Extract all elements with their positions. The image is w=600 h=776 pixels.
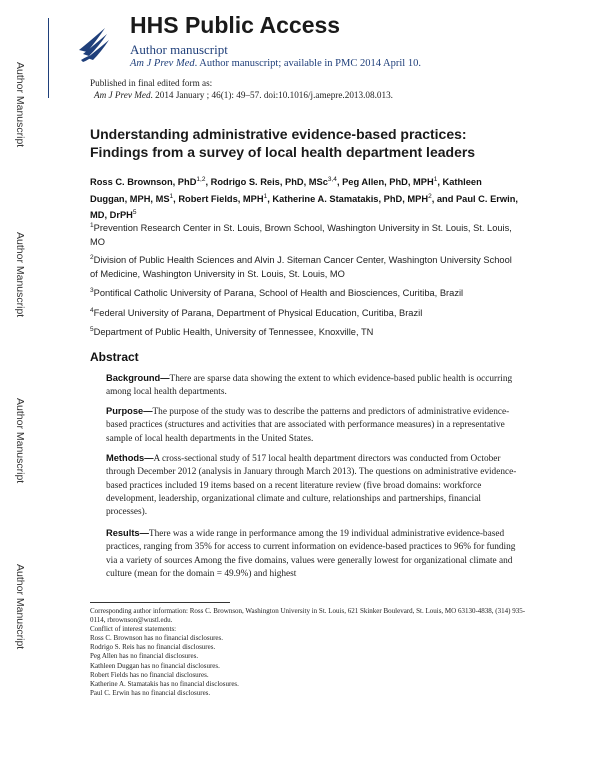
author-affiliation-sup: 2 (428, 192, 432, 200)
abstract-purpose (106, 405, 520, 446)
abstract-section-label: Methods— (106, 453, 154, 463)
footnotes (90, 607, 530, 698)
author-affiliation-sup: 1 (433, 176, 438, 183)
sidebar-label: Author Manuscript (14, 62, 26, 148)
footnote-rule (90, 602, 230, 603)
affiliation (90, 284, 520, 301)
header-title: HHS Public Access (130, 12, 341, 38)
abstract-section-text: There was a wide range in performance among the 19 individual administrative evidence-based practices, ranging from 35% for access to current information on evidence-based practices to 96% for funding via a variety of sources Among the five domains, values were generally lowest for organizational climate and culture (mean for the domain = 49.9%) and highest (106, 529, 516, 579)
conflict-statement: Paul C. Erwin has no financial disclosures. (90, 688, 211, 697)
abstract-background (106, 372, 520, 400)
abstract-section-label: Results— (106, 528, 149, 538)
abstract-results (106, 527, 520, 581)
conflict-statement: Kathleen Duggan has no financial disclosures. (90, 661, 220, 670)
affiliation-sup: 1 (90, 222, 94, 229)
affiliation-sup: 2 (90, 254, 94, 261)
conflict-statement: Rodrigo S. Reis has no financial disclosures. (90, 643, 216, 652)
author-affiliation-sup: 3,4 (327, 176, 337, 183)
sidebar (0, 0, 36, 776)
paper-title-line: Understanding administrative evidence-based practices: (90, 126, 467, 142)
author-name: Rodrigo S. Reis, PhD, MSc (210, 177, 328, 188)
author-name: Kathleen Duggan, MPH, MS (90, 177, 482, 204)
affiliation-text: Federal University of Parana, Department of Physical Education, Curitiba, Brazil (93, 308, 423, 319)
paper-title-line: Findings from a survey of local health department leaders (90, 144, 476, 160)
conflict-statement: Ross C. Brownson has no financial disclosures. (90, 634, 223, 643)
citation (90, 89, 393, 101)
publication-info (90, 77, 393, 101)
journal-availability-text: . Author manuscript; available in PMC 2014 April 10. (194, 58, 421, 69)
abstract-section-label: Background— (106, 373, 170, 383)
affiliation (90, 323, 520, 340)
author-name: Peg Allen, PhD, MPH (342, 177, 434, 188)
sidebar-label: Author Manuscript (14, 564, 26, 650)
affiliation-text: Department of Public Health, University of Tennessee, Knoxville, TN (93, 327, 374, 338)
sidebar-label: Author Manuscript (14, 398, 26, 484)
conflict-heading: Conflict of interest statements: (90, 625, 177, 634)
affiliation-text: Pontifical Catholic University of Parana, School of Health and Biosciences, Curitiba, Brazil (93, 288, 464, 299)
corresponding-author: Corresponding author information: Ross C. Brownson, Washington University in St. Louis, 621 Skinker Boulevard, St. Louis, MO 63130-4838, (314) 935-0114, rbrownson@wustl.edu. (90, 607, 526, 625)
published-in-label: Published in final edited form as: (90, 78, 213, 88)
conflict-statement: Peg Allen has no financial disclosures. (90, 652, 199, 661)
author-name: Katherine A. Stamatakis, PhD, MPH (272, 193, 429, 204)
author-affiliation-sup: 1 (263, 192, 268, 200)
header-divider (48, 18, 49, 98)
affiliation-text: Division of Public Health Sciences and Alvin J. Siteman Cancer Center, Washington University School of Medicine, Washington University in St. Louis, St. Louis, MO (90, 255, 512, 279)
abstract-heading: Abstract (90, 350, 139, 364)
author-list: Ross C. Brownson, PhD$^{1,2}$, Rodrigo S. Reis, PhD, MSc$^{3,4}$, Peg Allen, PhD, MPH$^1$, Kathleen Duggan, MPH, $MS^1$, Robert Fields, MPH$^1$, Katherine A. Stamatakis, PhD, MPH$^2$, and Paul C. Erwin, MD, DrPH$^5$ (90, 176, 518, 221)
conflict-statement: Robert Fields has no financial disclosures. (90, 670, 209, 679)
author-affiliation-sup: 1,2 (196, 176, 206, 183)
abstract-section-label: Purpose— (106, 406, 153, 416)
affiliation-sup: 5 (90, 326, 94, 333)
paper-title (90, 125, 540, 161)
abstract-methods (106, 452, 520, 519)
author-name: Robert Fields, MPH (178, 193, 264, 204)
conflict-statement: Katherine A. Stamatakis has no financial disclosures. (90, 679, 239, 688)
author-affiliation-sup: 1 (169, 192, 174, 200)
affiliation-text: Prevention Research Center in St. Louis, Brown School, Washington University in St. Louis, St. Louis, MO (90, 223, 512, 247)
author-affiliation-sup: 5 (132, 209, 137, 217)
abstract-section-text: There are sparse data showing the extent to which evidence-based public health is occurring among local health departments. (106, 374, 513, 398)
affiliation (90, 219, 520, 249)
affiliation-sup: 4 (90, 307, 94, 314)
abstract-section-text: A cross-sectional study of 517 local health department directors was conducted from October through December 2012 (analysis in January through March 2013). The questions on administrative evidence-based practices included 19 items based on a recent literature review (five broad domains: workforce development, leadership, organizational climate and culture, relationships and partnerships, financial processes). (106, 454, 517, 518)
affiliation (90, 251, 520, 281)
header-subtitle: Author manuscript (130, 42, 228, 57)
journal-abbrev: Am J Prev Med (130, 58, 195, 69)
sidebar-label: Author Manuscript (14, 232, 26, 318)
abstract-section-text: The purpose of the study was to describe the patterns and predictors of administrative evidence-based practices (structures and activities that are associated with performance measures) in a representative sample of local health departments in the United States. (106, 407, 510, 444)
citation-journal: Am J Prev Med (94, 90, 151, 100)
hhs-eagle-logo-icon (75, 20, 111, 64)
citation-text: . 2014 January ; 46(1): 49–57. doi:10.1016/j.amepre.2013.08.013. (150, 90, 393, 100)
author-name: Paul C. Erwin, MD, DrPH (90, 193, 518, 221)
journal-availability (130, 58, 421, 69)
affiliation-sup: 3 (90, 287, 94, 294)
author-name: Ross C. Brownson, PhD (90, 177, 197, 188)
affiliation (90, 304, 520, 321)
